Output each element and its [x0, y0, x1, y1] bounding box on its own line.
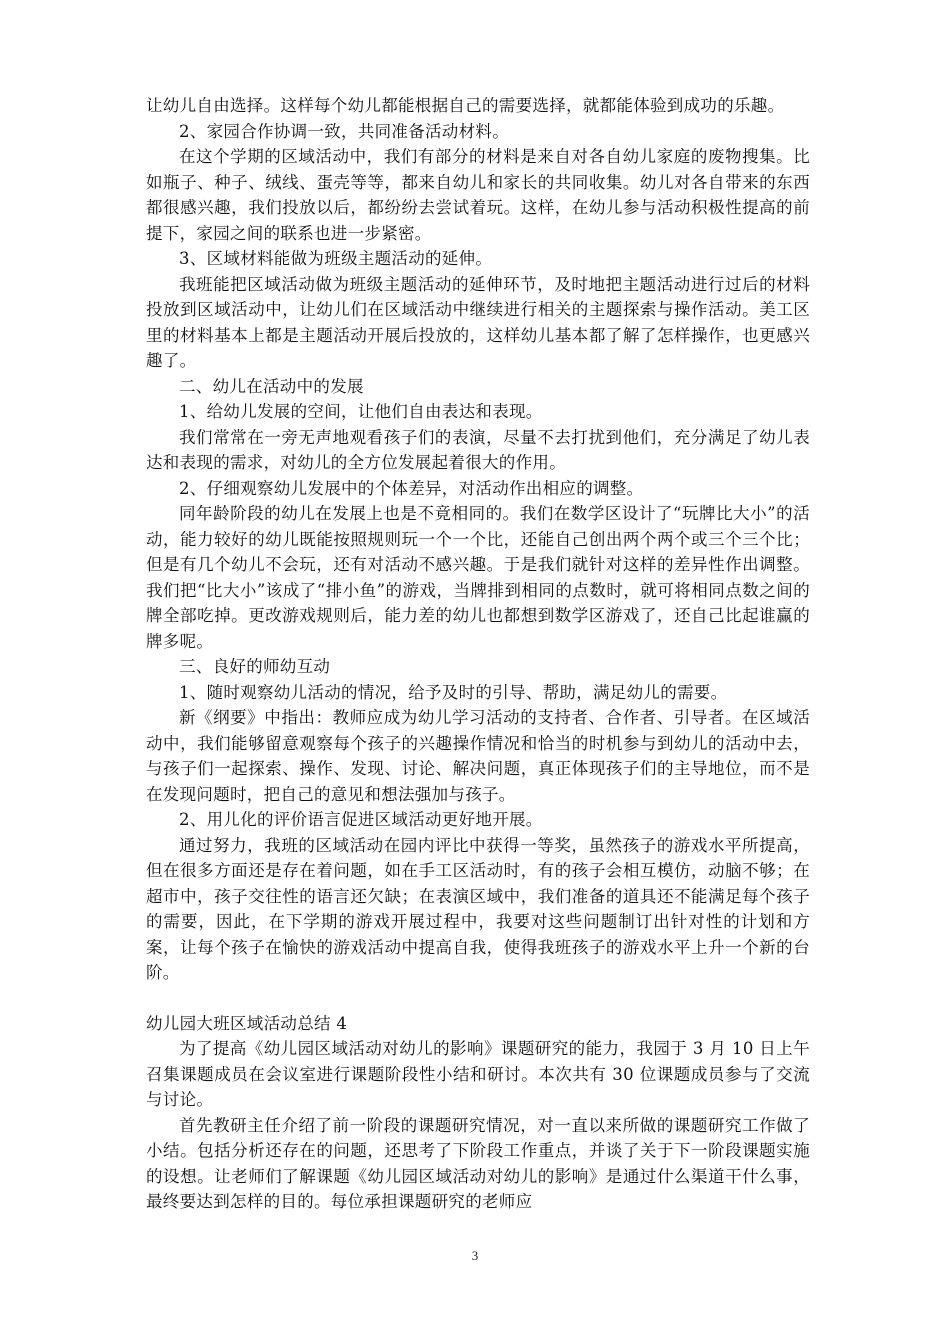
paragraph: 同年龄阶段的幼儿在发展上也是不竟相同的。我们在数学区设计了“玩牌比大小”的活动，能力较好的幼儿既能按照规则玩一个一个比，还能自己创出两个两个或三个三个比；但是有几个幼儿不会玩，还有对活动不感兴趣。于是我们就针对这样的差异性作出调整。我们把“比大小”该成了“排小鱼”的游戏，当牌排到相同的点数时，就可将相同点数之间的牌全部吃掉。更改游戏规则后，能力差的幼儿也都想到数学区游戏了，还自己比起谁赢的牌多呢。: [146, 504, 810, 651]
section-title: 幼儿园大班区域活动总结 4: [146, 1013, 348, 1033]
subheading: 3、区域材料能做为班级主题活动的延伸。: [179, 249, 493, 268]
paragraph: 让幼儿自由选择。这样每个幼儿都能根据自己的需要选择，就都能体验到成功的乐趣。: [146, 96, 785, 115]
page-number: 3: [471, 1248, 479, 1263]
paragraph: 我们常常在一旁无声地观看孩子们的表演，尽量不去打扰到他们，充分满足了幼儿表达和表现的需求，对幼儿的全方位发展起着很大的作用。: [146, 427, 810, 472]
paragraph: 新《纲要》中指出：教师应成为幼儿学习活动的支持者、合作者、引导者。在区域活动中，我们能够留意观察每个孩子的兴趣操作情况和恰当的时机参与到幼儿的活动中去，与孩子们一起探索、操作、发现、讨论、解决问题，真正体现孩子们的主导地位，而不是在发现问题时，把自己的意见和想法强加与孩子。: [146, 708, 810, 804]
paragraph-gap: [146, 986, 810, 1011]
document-body: [146, 93, 810, 1215]
subheading: 1、随时观察幼儿活动的情况，给予及时的引导、帮助，满足幼儿的需要。: [179, 682, 728, 702]
paragraph: 通过努力，我班的区域活动在园内评比中获得一等奖，虽然孩子的游戏水平所提高，但在很多方面还是存在着问题，如在手工区活动时，有的孩子会相互模仿，动脑不够；在超市中，孩子交往性的语言还欠缺；在表演区域中，我们准备的道具还不能满足每个孩子的需要，因此，在下学期的游戏开展过程中，我要对这些问题制订出针对性的计划和方案，让每个孩子在愉快的游戏活动中提高自我，使得我班孩子的游戏水平上升一个新的台阶。: [146, 835, 810, 982]
subheading: 1、给幼儿发展的空间，让他们自由表达和表现。: [179, 402, 543, 421]
subheading: 2、仔细观察幼儿发展中的个体差异，对活动作出相应的调整。: [179, 478, 644, 498]
paragraph: 在这个学期的区域活动中，我们有部分的材料是来自对各自幼儿家庭的废物搜集。比如瓶子、种子、绒线、蛋壳等等，都来自幼儿和家长的共同收集。幼儿对各自带来的东西都很感兴趣，我们投放以后，都纷纷去尝试着玩。这样，在幼儿参与活动积极性提高的前提下，家园之间的联系也进一步紧密。: [146, 147, 810, 243]
section-heading: 三、良好的师幼互动: [179, 657, 331, 676]
paragraph: 首先教研主任介绍了前一阶段的课题研究情况，对一直以来所做的课题研究工作做了小结。包括分析还存在的问题，还思考了下阶段工作重点，并谈了关于下一阶段课题实施的设想。让老师们了解课题《幼儿园区域活动对幼儿的影响》是通过什么渠道干什么事，最终要达到怎样的目的。每位承担课题研究的老师应: [146, 1115, 810, 1211]
section-heading: 二、幼儿在活动中的发展: [179, 376, 364, 396]
paragraph: 我班能把区域活动做为班级主题活动的延伸环节，及时地把主题活动进行过后的材料投放到区域活动中，让幼儿们在区域活动中继续进行相关的主题探索与操作活动。美工区里的材料基本上都是主题活动开展后投放的，这样幼儿基本都了解了怎样操作，也更感兴趣了。: [146, 274, 810, 370]
subheading: 2、家园合作协调一致，共同准备活动材料。: [179, 121, 509, 141]
subheading: 2、用儿化的评价语言促进区域活动更好地开展。: [179, 810, 543, 829]
paragraph: 为了提高《幼儿园区域活动对幼儿的影响》课题研究的能力，我园于 3 月 10 日上午召集课题成员在会议室进行课题阶段性小结和研讨。本次共有 30 位课题成员参与了交流与讨论。: [146, 1039, 810, 1109]
